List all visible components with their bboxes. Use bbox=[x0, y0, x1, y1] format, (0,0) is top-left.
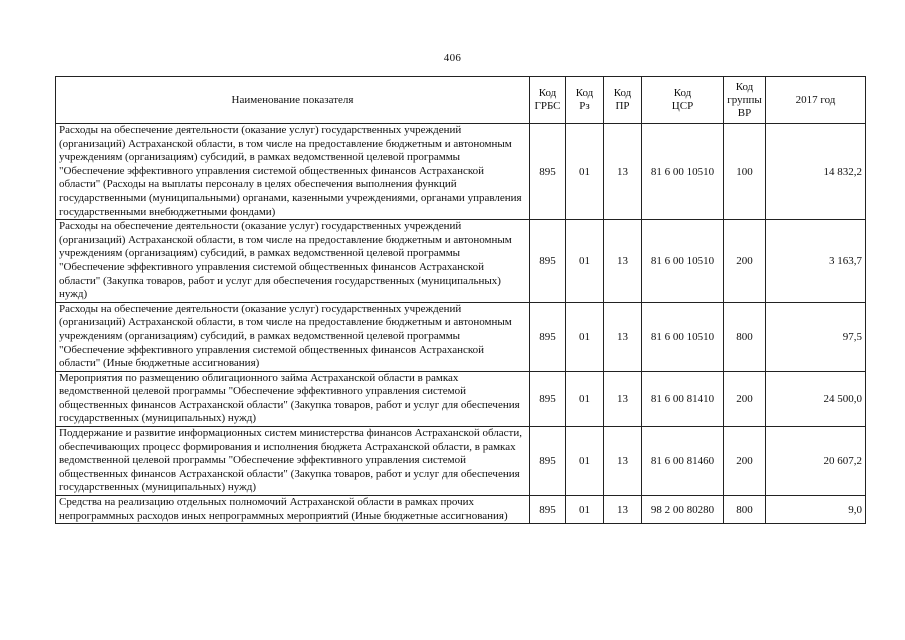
table-row bbox=[56, 220, 866, 303]
row-grbs: 895 bbox=[530, 371, 566, 426]
row-csr: 81 6 00 10510 bbox=[642, 220, 724, 303]
row-rz: 01 bbox=[566, 496, 604, 524]
header-pr: Код ПР bbox=[604, 77, 642, 124]
header-name: Наименование показателя bbox=[56, 77, 530, 124]
table-header-row bbox=[56, 77, 866, 124]
row-amount: 24 500,0 bbox=[766, 371, 866, 426]
table-row bbox=[56, 427, 866, 496]
row-rz: 01 bbox=[566, 302, 604, 371]
row-amount: 14 832,2 bbox=[766, 124, 866, 220]
header-rz: Код Рз bbox=[566, 77, 604, 124]
row-name: Расходы на обеспечение деятельности (оказание услуг) государственных учреждений (организаций) Астраханской области, в том числе на предоставление бюджетным и автономным учреждениям (организациям) субсидий, в рамках ведомственной целевой программы "Обеспечение эффективного управления системой общественных финансов Астраханской области" (Закупка товаров, работ и услуг для обеспечения государственных (муниципальных) нужд) bbox=[56, 220, 530, 303]
header-grbs: Код ГРБС bbox=[530, 77, 566, 124]
row-rz: 01 bbox=[566, 220, 604, 303]
header-vr: Код группы ВР bbox=[724, 77, 766, 124]
table-row bbox=[56, 124, 866, 220]
row-pr: 13 bbox=[604, 427, 642, 496]
row-name: Мероприятия по размещению облигационного займа Астраханской области в рамках ведомственной целевой программы "Обеспечение эффективного управления системой общественных финансов Астраханской области" (Закупка товаров, работ и услуг для обеспечения государственных (муниципальных) нужд) bbox=[56, 371, 530, 426]
row-grbs: 895 bbox=[530, 220, 566, 303]
row-amount: 9,0 bbox=[766, 496, 866, 524]
row-pr: 13 bbox=[604, 496, 642, 524]
row-pr: 13 bbox=[604, 220, 642, 303]
row-name: Средства на реализацию отдельных полномочий Астраханской области в рамках прочих непрограммных расходов иных непрограммных мероприятий (Иные бюджетные ассигнования) bbox=[56, 496, 530, 524]
row-vr: 200 bbox=[724, 371, 766, 426]
row-vr: 100 bbox=[724, 124, 766, 220]
row-rz: 01 bbox=[566, 124, 604, 220]
row-csr: 81 6 00 10510 bbox=[642, 302, 724, 371]
row-amount: 3 163,7 bbox=[766, 220, 866, 303]
row-vr: 800 bbox=[724, 302, 766, 371]
row-csr: 81 6 00 81410 bbox=[642, 371, 724, 426]
row-grbs: 895 bbox=[530, 427, 566, 496]
row-rz: 01 bbox=[566, 371, 604, 426]
row-rz: 01 bbox=[566, 427, 604, 496]
row-name: Поддержание и развитие информационных систем министерства финансов Астраханской области, обеспечивающих процесс формирования и исполнения бюджета Астраханской области, в рамках ведомственной целевой программы "Обеспечение эффективного управления системой общественных финансов Астраханской области" (Закупка товаров, работ и услуг для обеспечения государственных (муниципальных) нужд) bbox=[56, 427, 530, 496]
row-amount: 20 607,2 bbox=[766, 427, 866, 496]
row-vr: 200 bbox=[724, 427, 766, 496]
table-row bbox=[56, 496, 866, 524]
row-pr: 13 bbox=[604, 124, 642, 220]
table-row bbox=[56, 371, 866, 426]
row-grbs: 895 bbox=[530, 496, 566, 524]
table-row bbox=[56, 302, 866, 371]
row-amount: 97,5 bbox=[766, 302, 866, 371]
row-name: Расходы на обеспечение деятельности (оказание услуг) государственных учреждений (организаций) Астраханской области, в том числе на предоставление бюджетным и автономным учреждениям (организациям) субсидий, в рамках ведомственной целевой программы "Обеспечение эффективного управления системой общественных финансов Астраханской области" (Иные бюджетные ассигнования) bbox=[56, 302, 530, 371]
row-csr: 81 6 00 81460 bbox=[642, 427, 724, 496]
row-pr: 13 bbox=[604, 302, 642, 371]
row-grbs: 895 bbox=[530, 124, 566, 220]
page-number: 406 bbox=[443, 52, 462, 64]
row-vr: 800 bbox=[724, 496, 766, 524]
row-csr: 81 6 00 10510 bbox=[642, 124, 724, 220]
budget-table bbox=[55, 76, 866, 524]
row-pr: 13 bbox=[604, 371, 642, 426]
row-csr: 98 2 00 80280 bbox=[642, 496, 724, 524]
row-vr: 200 bbox=[724, 220, 766, 303]
row-grbs: 895 bbox=[530, 302, 566, 371]
row-name: Расходы на обеспечение деятельности (оказание услуг) государственных учреждений (организаций) Астраханской области, в том числе на предоставление бюджетным и автономным учреждениям (организациям) субсидий, в рамках ведомственной целевой программы "Обеспечение эффективного управления системой общественных финансов Астраханской области" (Расходы на выплаты персоналу в целях обеспечения выполнения функций государственными (муниципальными) органами, казенными учреждениями, органами управления государственными внебюджетными фондами) bbox=[56, 124, 530, 220]
header-csr: Код ЦСР bbox=[642, 77, 724, 124]
header-year: 2017 год bbox=[766, 77, 866, 124]
